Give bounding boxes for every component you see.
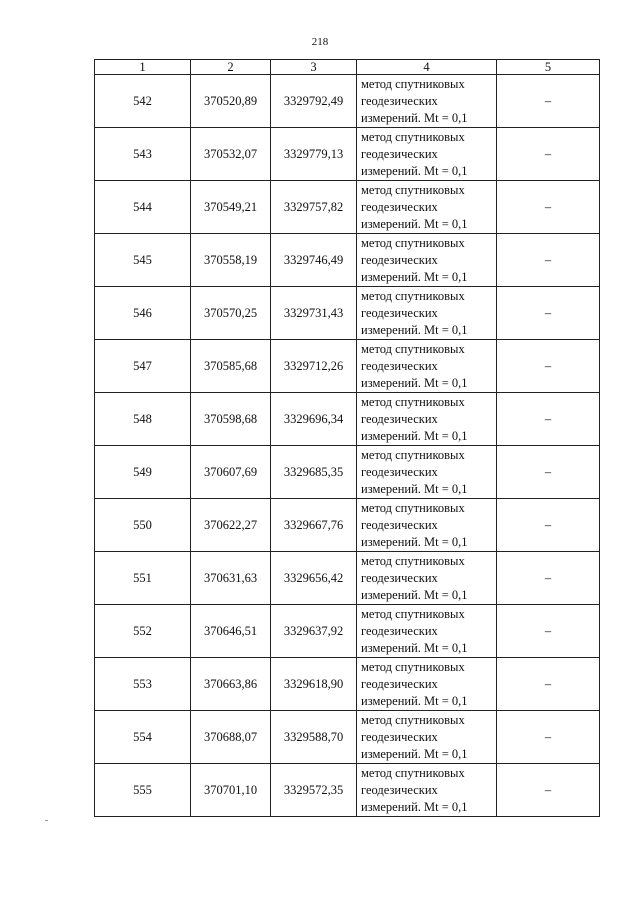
method-line: метод спутниковых [361, 394, 465, 409]
y-coordinate-cell: 3329779,13 [271, 128, 357, 181]
method-cell [357, 75, 497, 128]
note-cell: – [497, 75, 600, 128]
method-line: геодезических [361, 623, 438, 638]
point-number-cell: 544 [95, 181, 191, 234]
method-cell [357, 658, 497, 711]
x-coordinate-cell: 370558,19 [191, 234, 271, 287]
table-header [95, 60, 600, 75]
table-row [95, 393, 600, 446]
method-line: метод спутниковых [361, 288, 465, 303]
y-coordinate-cell: 3329731,43 [271, 287, 357, 340]
table-row [95, 181, 600, 234]
header-col-4: 4 [357, 60, 497, 75]
y-coordinate-cell: 3329618,90 [271, 658, 357, 711]
method-cell [357, 393, 497, 446]
table-row [95, 287, 600, 340]
note-cell: – [497, 128, 600, 181]
note-cell: – [497, 234, 600, 287]
method-line: геодезических [361, 252, 438, 267]
note-cell: – [497, 393, 600, 446]
point-number-cell: 552 [95, 605, 191, 658]
method-line: измерений. Mt = 0,1 [361, 375, 468, 390]
method-cell [357, 552, 497, 605]
method-line: геодезических [361, 146, 438, 161]
method-cell [357, 340, 497, 393]
method-line: метод спутниковых [361, 500, 465, 515]
header-col-2: 2 [191, 60, 271, 75]
y-coordinate-cell: 3329685,35 [271, 446, 357, 499]
y-coordinate-cell: 3329757,82 [271, 181, 357, 234]
table-row [95, 552, 600, 605]
y-coordinate-cell: 3329588,70 [271, 711, 357, 764]
point-number-cell: 553 [95, 658, 191, 711]
method-line: измерений. Mt = 0,1 [361, 322, 468, 337]
method-line: геодезических [361, 93, 438, 108]
method-cell [357, 711, 497, 764]
method-line: метод спутниковых [361, 765, 465, 780]
point-number-cell: 547 [95, 340, 191, 393]
header-col-3: 3 [271, 60, 357, 75]
point-number-cell: 548 [95, 393, 191, 446]
method-line: метод спутниковых [361, 235, 465, 250]
method-line: метод спутниковых [361, 712, 465, 727]
y-coordinate-cell: 3329656,42 [271, 552, 357, 605]
table-row [95, 234, 600, 287]
table-row [95, 711, 600, 764]
note-cell: – [497, 658, 600, 711]
method-cell [357, 605, 497, 658]
method-line: метод спутниковых [361, 447, 465, 462]
method-cell [357, 234, 497, 287]
x-coordinate-cell: 370631,63 [191, 552, 271, 605]
method-line: геодезических [361, 199, 438, 214]
y-coordinate-cell: 3329746,49 [271, 234, 357, 287]
x-coordinate-cell: 370549,21 [191, 181, 271, 234]
method-line: измерений. Mt = 0,1 [361, 534, 468, 549]
note-cell: – [497, 446, 600, 499]
x-coordinate-cell: 370570,25 [191, 287, 271, 340]
note-cell: – [497, 287, 600, 340]
method-line: измерений. Mt = 0,1 [361, 428, 468, 443]
method-cell [357, 764, 497, 817]
method-line: метод спутниковых [361, 553, 465, 568]
method-line: измерений. Mt = 0,1 [361, 693, 468, 708]
method-line: метод спутниковых [361, 341, 465, 356]
table-row [95, 75, 600, 128]
table-row [95, 764, 600, 817]
coordinates-table [94, 59, 600, 817]
method-line: измерений. Mt = 0,1 [361, 216, 468, 231]
method-line: геодезических [361, 517, 438, 532]
y-coordinate-cell: 3329712,26 [271, 340, 357, 393]
point-number-cell: 549 [95, 446, 191, 499]
table-row [95, 658, 600, 711]
method-line: измерений. Mt = 0,1 [361, 799, 468, 814]
method-cell [357, 446, 497, 499]
method-line: геодезических [361, 676, 438, 691]
note-cell: – [497, 181, 600, 234]
table-row [95, 128, 600, 181]
x-coordinate-cell: 370520,89 [191, 75, 271, 128]
x-coordinate-cell: 370646,51 [191, 605, 271, 658]
point-number-cell: 542 [95, 75, 191, 128]
method-line: геодезических [361, 411, 438, 426]
y-coordinate-cell: 3329696,34 [271, 393, 357, 446]
header-row [95, 60, 600, 75]
method-line: геодезических [361, 729, 438, 744]
table-row [95, 340, 600, 393]
header-col-5: 5 [497, 60, 600, 75]
method-line: геодезических [361, 464, 438, 479]
point-number-cell: 550 [95, 499, 191, 552]
method-line: геодезических [361, 305, 438, 320]
method-line: геодезических [361, 782, 438, 797]
point-number-cell: 546 [95, 287, 191, 340]
x-coordinate-cell: 370688,07 [191, 711, 271, 764]
method-line: метод спутниковых [361, 659, 465, 674]
point-number-cell: 545 [95, 234, 191, 287]
method-line: измерений. Mt = 0,1 [361, 163, 468, 178]
y-coordinate-cell: 3329637,92 [271, 605, 357, 658]
point-number-cell: 554 [95, 711, 191, 764]
x-coordinate-cell: 370585,68 [191, 340, 271, 393]
point-number-cell: 543 [95, 128, 191, 181]
header-col-1: 1 [95, 60, 191, 75]
note-cell: – [497, 552, 600, 605]
note-cell: – [497, 764, 600, 817]
x-coordinate-cell: 370663,86 [191, 658, 271, 711]
point-number-cell: 555 [95, 764, 191, 817]
x-coordinate-cell: 370532,07 [191, 128, 271, 181]
point-number-cell: 551 [95, 552, 191, 605]
method-line: метод спутниковых [361, 182, 465, 197]
note-cell: – [497, 499, 600, 552]
method-line: геодезических [361, 570, 438, 585]
method-cell [357, 499, 497, 552]
note-cell: – [497, 711, 600, 764]
method-line: метод спутниковых [361, 606, 465, 621]
scan-mark [45, 820, 48, 821]
y-coordinate-cell: 3329667,76 [271, 499, 357, 552]
note-cell: – [497, 340, 600, 393]
method-line: измерений. Mt = 0,1 [361, 269, 468, 284]
method-cell [357, 128, 497, 181]
page-number: 218 [311, 36, 329, 48]
table-row [95, 605, 600, 658]
method-cell [357, 181, 497, 234]
method-line: измерений. Mt = 0,1 [361, 587, 468, 602]
method-line: измерений. Mt = 0,1 [361, 481, 468, 496]
note-cell: – [497, 605, 600, 658]
x-coordinate-cell: 370701,10 [191, 764, 271, 817]
x-coordinate-cell: 370622,27 [191, 499, 271, 552]
method-line: геодезических [361, 358, 438, 373]
method-line: метод спутниковых [361, 76, 465, 91]
x-coordinate-cell: 370598,68 [191, 393, 271, 446]
method-line: измерений. Mt = 0,1 [361, 110, 468, 125]
y-coordinate-cell: 3329792,49 [271, 75, 357, 128]
table-row [95, 499, 600, 552]
y-coordinate-cell: 3329572,35 [271, 764, 357, 817]
x-coordinate-cell: 370607,69 [191, 446, 271, 499]
method-line: измерений. Mt = 0,1 [361, 640, 468, 655]
method-cell [357, 287, 497, 340]
method-line: метод спутниковых [361, 129, 465, 144]
table-row [95, 446, 600, 499]
table-body [95, 75, 600, 817]
method-line: измерений. Mt = 0,1 [361, 746, 468, 761]
